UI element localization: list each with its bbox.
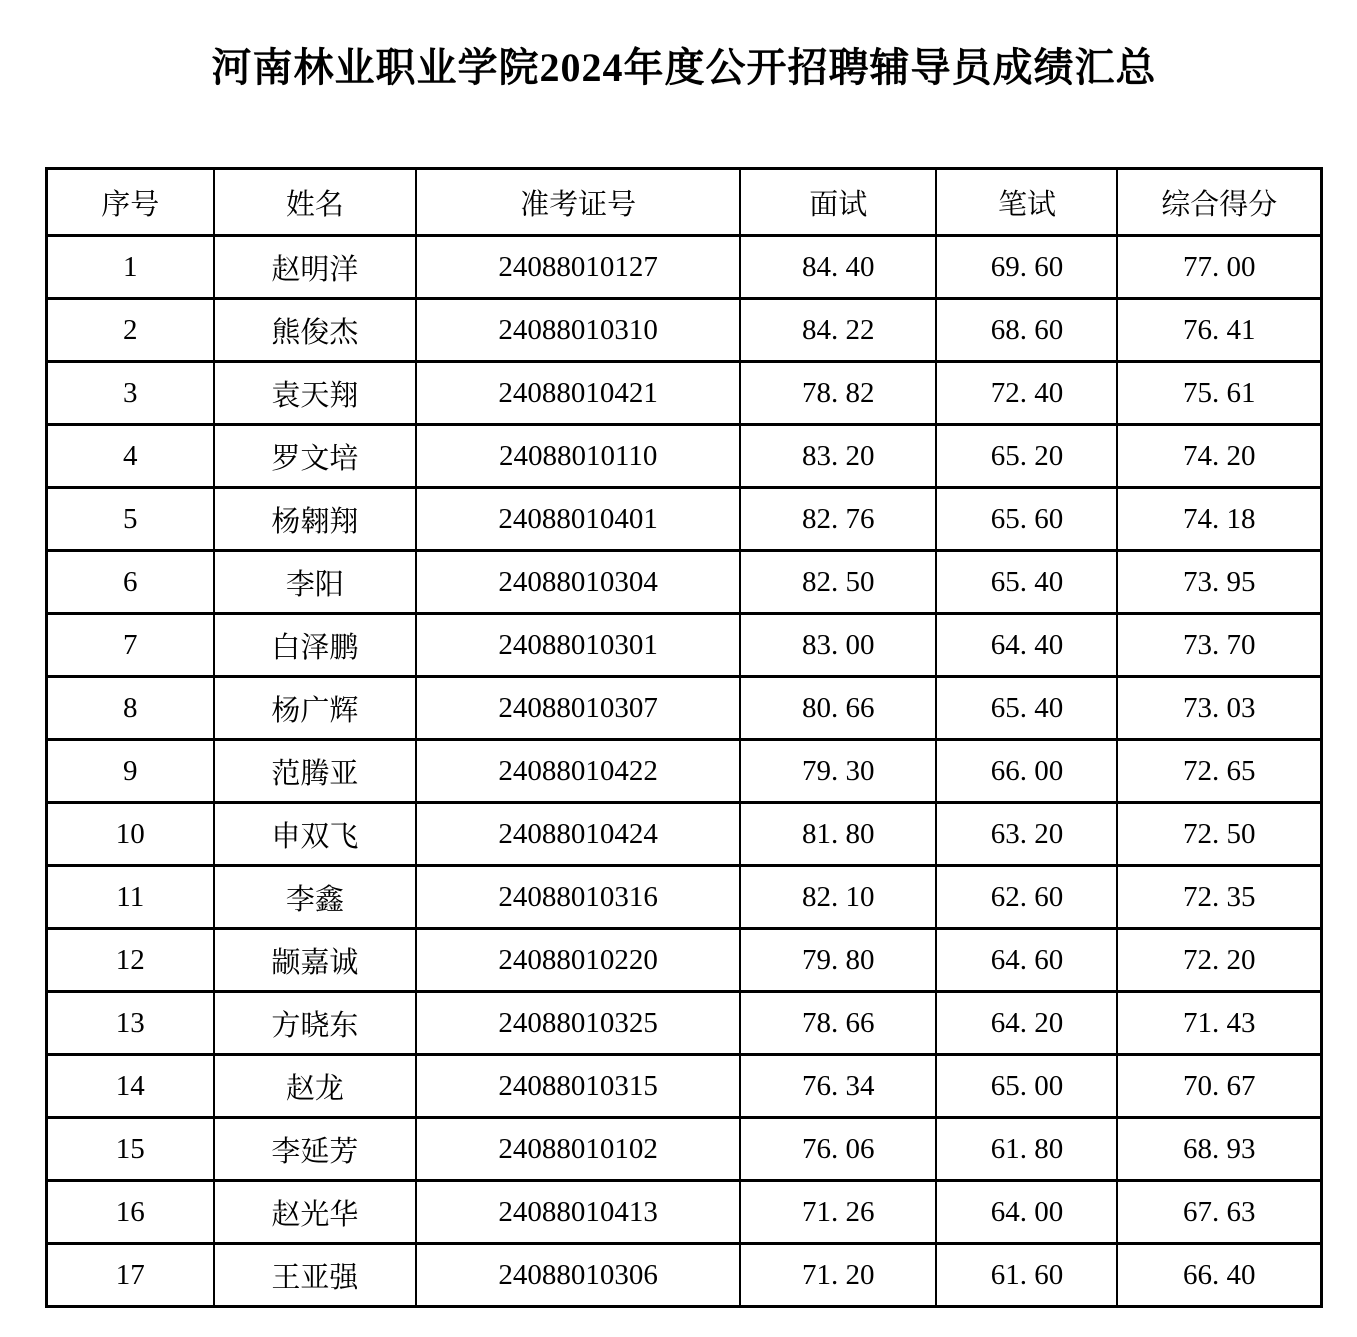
cell-index: 17 bbox=[47, 1244, 214, 1307]
cell-interview-score: 83. 20 bbox=[740, 425, 936, 488]
cell-index: 2 bbox=[47, 299, 214, 362]
cell-written-score: 61. 60 bbox=[936, 1244, 1117, 1307]
cell-name: 袁天翔 bbox=[214, 362, 417, 425]
table-row bbox=[47, 614, 1322, 677]
cell-index: 4 bbox=[47, 425, 214, 488]
cell-composite-score: 73. 95 bbox=[1117, 551, 1321, 614]
cell-written-score: 65. 40 bbox=[936, 677, 1117, 740]
table-row bbox=[47, 929, 1322, 992]
cell-name: 罗文培 bbox=[214, 425, 417, 488]
cell-admission-ticket-number: 24088010422 bbox=[416, 740, 740, 803]
cell-admission-ticket-number: 24088010102 bbox=[416, 1118, 740, 1181]
cell-name: 李阳 bbox=[214, 551, 417, 614]
cell-written-score: 65. 20 bbox=[936, 425, 1117, 488]
table-row bbox=[47, 677, 1322, 740]
cell-name: 申双飞 bbox=[214, 803, 417, 866]
cell-interview-score: 80. 66 bbox=[740, 677, 936, 740]
cell-interview-score: 78. 82 bbox=[740, 362, 936, 425]
cell-index: 1 bbox=[47, 236, 214, 299]
cell-index: 7 bbox=[47, 614, 214, 677]
cell-name: 颛嘉诚 bbox=[214, 929, 417, 992]
cell-index: 12 bbox=[47, 929, 214, 992]
cell-composite-score: 72. 20 bbox=[1117, 929, 1321, 992]
cell-written-score: 65. 40 bbox=[936, 551, 1117, 614]
cell-index: 10 bbox=[47, 803, 214, 866]
cell-admission-ticket-number: 24088010325 bbox=[416, 992, 740, 1055]
cell-composite-score: 74. 18 bbox=[1117, 488, 1321, 551]
cell-name: 白泽鹏 bbox=[214, 614, 417, 677]
table-body bbox=[47, 236, 1322, 1307]
cell-written-score: 69. 60 bbox=[936, 236, 1117, 299]
cell-index: 9 bbox=[47, 740, 214, 803]
cell-index: 6 bbox=[47, 551, 214, 614]
cell-composite-score: 76. 41 bbox=[1117, 299, 1321, 362]
cell-admission-ticket-number: 24088010307 bbox=[416, 677, 740, 740]
table-row bbox=[47, 803, 1322, 866]
cell-composite-score: 73. 70 bbox=[1117, 614, 1321, 677]
cell-composite-score: 74. 20 bbox=[1117, 425, 1321, 488]
cell-name: 范腾亚 bbox=[214, 740, 417, 803]
cell-name: 赵明洋 bbox=[214, 236, 417, 299]
cell-admission-ticket-number: 24088010301 bbox=[416, 614, 740, 677]
cell-composite-score: 68. 93 bbox=[1117, 1118, 1321, 1181]
cell-admission-ticket-number: 24088010110 bbox=[416, 425, 740, 488]
cell-index: 5 bbox=[47, 488, 214, 551]
cell-admission-ticket-number: 24088010304 bbox=[416, 551, 740, 614]
cell-index: 15 bbox=[47, 1118, 214, 1181]
header-cell-composite-score: 综合得分 bbox=[1117, 169, 1321, 236]
cell-admission-ticket-number: 24088010316 bbox=[416, 866, 740, 929]
page-title: 河南林业职业学院2024年度公开招聘辅导员成绩汇总 bbox=[211, 45, 1157, 90]
cell-index: 11 bbox=[47, 866, 214, 929]
table-row bbox=[47, 299, 1322, 362]
table-row bbox=[47, 1055, 1322, 1118]
score-table bbox=[45, 167, 1323, 1308]
cell-written-score: 64. 20 bbox=[936, 992, 1117, 1055]
header-cell-interview-score: 面试 bbox=[740, 169, 936, 236]
table-row bbox=[47, 236, 1322, 299]
cell-name: 赵光华 bbox=[214, 1181, 417, 1244]
cell-index: 3 bbox=[47, 362, 214, 425]
cell-composite-score: 72. 65 bbox=[1117, 740, 1321, 803]
cell-interview-score: 82. 10 bbox=[740, 866, 936, 929]
cell-composite-score: 66. 40 bbox=[1117, 1244, 1321, 1307]
cell-index: 8 bbox=[47, 677, 214, 740]
cell-interview-score: 76. 34 bbox=[740, 1055, 936, 1118]
cell-name: 杨广辉 bbox=[214, 677, 417, 740]
cell-written-score: 63. 20 bbox=[936, 803, 1117, 866]
table-row bbox=[47, 740, 1322, 803]
cell-interview-score: 71. 20 bbox=[740, 1244, 936, 1307]
table-row bbox=[47, 1118, 1322, 1181]
cell-composite-score: 75. 61 bbox=[1117, 362, 1321, 425]
cell-name: 王亚强 bbox=[214, 1244, 417, 1307]
cell-interview-score: 79. 80 bbox=[740, 929, 936, 992]
cell-written-score: 61. 80 bbox=[936, 1118, 1117, 1181]
cell-name: 熊俊杰 bbox=[214, 299, 417, 362]
cell-composite-score: 72. 35 bbox=[1117, 866, 1321, 929]
cell-written-score: 66. 00 bbox=[936, 740, 1117, 803]
cell-written-score: 68. 60 bbox=[936, 299, 1117, 362]
cell-admission-ticket-number: 24088010315 bbox=[416, 1055, 740, 1118]
cell-name: 李鑫 bbox=[214, 866, 417, 929]
cell-written-score: 62. 60 bbox=[936, 866, 1117, 929]
cell-interview-score: 84. 22 bbox=[740, 299, 936, 362]
table-row bbox=[47, 362, 1322, 425]
cell-name: 李延芳 bbox=[214, 1118, 417, 1181]
cell-composite-score: 72. 50 bbox=[1117, 803, 1321, 866]
cell-written-score: 64. 60 bbox=[936, 929, 1117, 992]
table-row bbox=[47, 488, 1322, 551]
cell-interview-score: 84. 40 bbox=[740, 236, 936, 299]
table-row bbox=[47, 425, 1322, 488]
cell-index: 13 bbox=[47, 992, 214, 1055]
cell-composite-score: 73. 03 bbox=[1117, 677, 1321, 740]
cell-admission-ticket-number: 24088010220 bbox=[416, 929, 740, 992]
table-row bbox=[47, 1244, 1322, 1307]
cell-name: 杨翱翔 bbox=[214, 488, 417, 551]
table-row bbox=[47, 866, 1322, 929]
header-cell-index: 序号 bbox=[47, 169, 214, 236]
cell-name: 赵龙 bbox=[214, 1055, 417, 1118]
cell-written-score: 65. 60 bbox=[936, 488, 1117, 551]
cell-admission-ticket-number: 24088010401 bbox=[416, 488, 740, 551]
cell-interview-score: 83. 00 bbox=[740, 614, 936, 677]
cell-interview-score: 82. 76 bbox=[740, 488, 936, 551]
cell-composite-score: 70. 67 bbox=[1117, 1055, 1321, 1118]
cell-composite-score: 71. 43 bbox=[1117, 992, 1321, 1055]
header-cell-name: 姓名 bbox=[214, 169, 417, 236]
cell-name: 方晓东 bbox=[214, 992, 417, 1055]
cell-interview-score: 76. 06 bbox=[740, 1118, 936, 1181]
cell-interview-score: 82. 50 bbox=[740, 551, 936, 614]
header-cell-admission-ticket-number: 准考证号 bbox=[416, 169, 740, 236]
cell-composite-score: 67. 63 bbox=[1117, 1181, 1321, 1244]
cell-admission-ticket-number: 24088010424 bbox=[416, 803, 740, 866]
cell-index: 14 bbox=[47, 1055, 214, 1118]
table-header-row bbox=[47, 169, 1322, 236]
cell-composite-score: 77. 00 bbox=[1117, 236, 1321, 299]
table-row bbox=[47, 992, 1322, 1055]
cell-interview-score: 81. 80 bbox=[740, 803, 936, 866]
cell-written-score: 72. 40 bbox=[936, 362, 1117, 425]
cell-admission-ticket-number: 24088010421 bbox=[416, 362, 740, 425]
cell-written-score: 64. 00 bbox=[936, 1181, 1117, 1244]
cell-interview-score: 79. 30 bbox=[740, 740, 936, 803]
header-cell-written-score: 笔试 bbox=[936, 169, 1117, 236]
cell-written-score: 64. 40 bbox=[936, 614, 1117, 677]
cell-admission-ticket-number: 24088010306 bbox=[416, 1244, 740, 1307]
cell-index: 16 bbox=[47, 1181, 214, 1244]
cell-admission-ticket-number: 24088010310 bbox=[416, 299, 740, 362]
cell-written-score: 65. 00 bbox=[936, 1055, 1117, 1118]
cell-admission-ticket-number: 24088010413 bbox=[416, 1181, 740, 1244]
table-row bbox=[47, 1181, 1322, 1244]
cell-interview-score: 78. 66 bbox=[740, 992, 936, 1055]
cell-interview-score: 71. 26 bbox=[740, 1181, 936, 1244]
cell-admission-ticket-number: 24088010127 bbox=[416, 236, 740, 299]
table-row bbox=[47, 551, 1322, 614]
